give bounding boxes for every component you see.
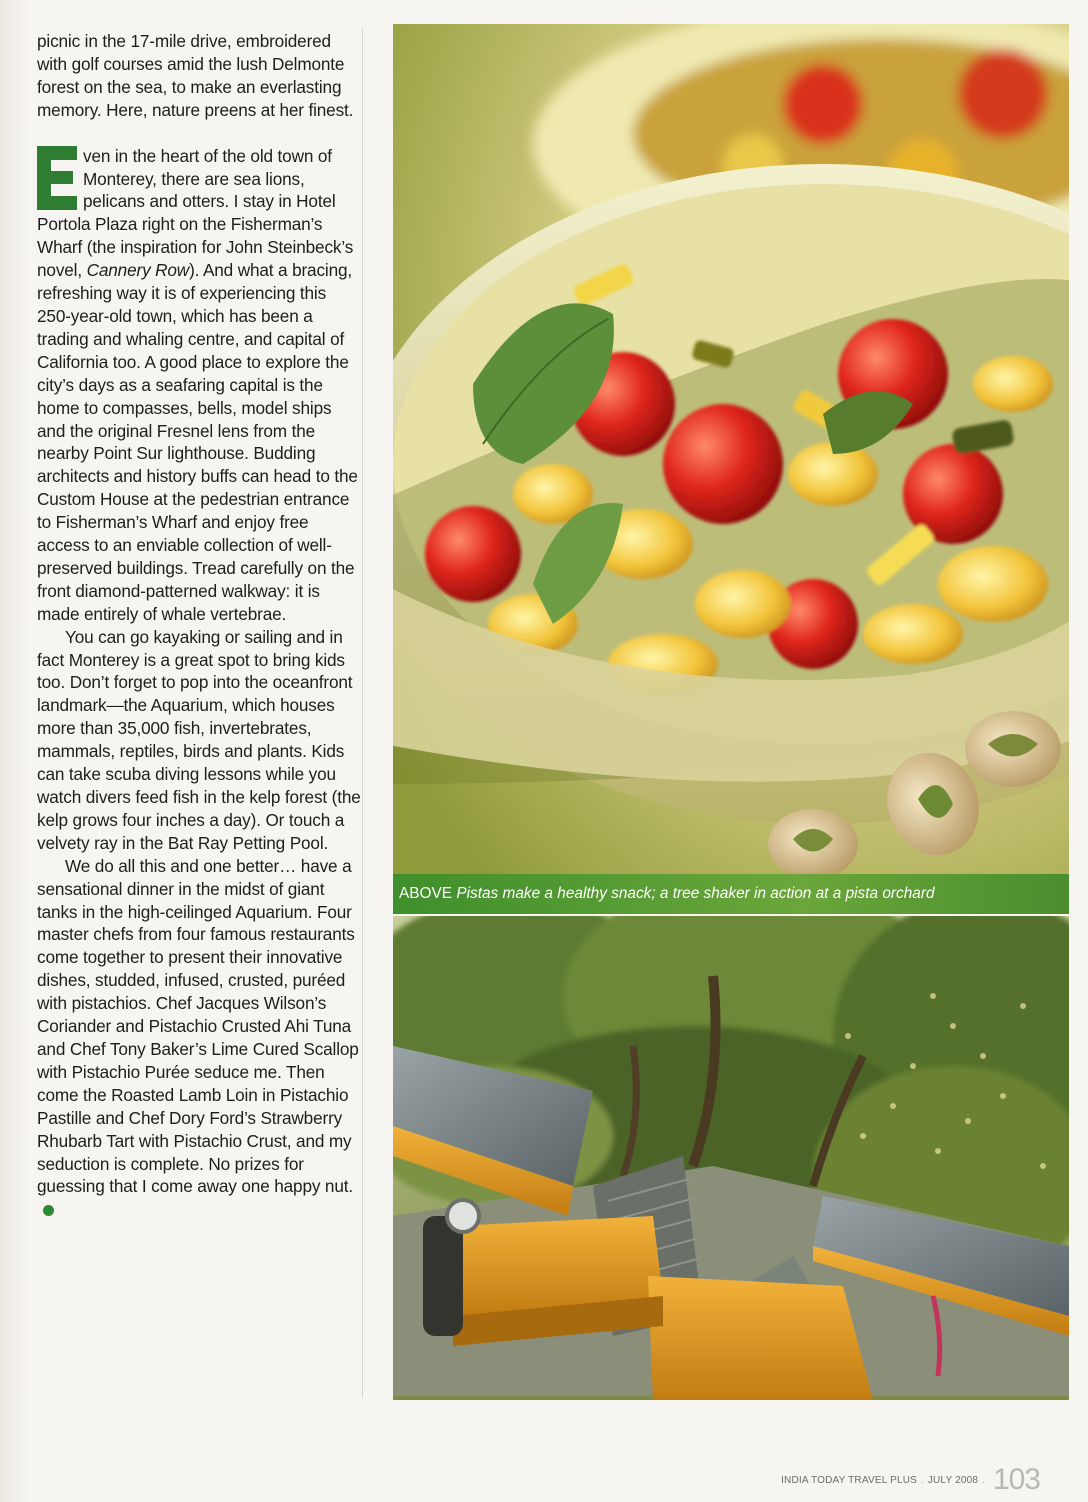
footer-separator: . (921, 1474, 924, 1486)
book-title: Cannery Row (86, 260, 190, 281)
page-number: 103 (992, 1463, 1040, 1496)
photo-caption (393, 874, 1069, 914)
article-text-column (37, 30, 363, 1221)
column-divider (362, 28, 363, 1398)
footer-issue: JULY 2008 (927, 1474, 979, 1486)
footer-publication: INDIA TODAY TRAVEL PLUS (781, 1474, 918, 1486)
photo-pistachio-pasta-salad (393, 24, 1069, 874)
paragraph-monterey-text-b: ). And what a bracing, refreshing way it is of experiencing this 250-year-old town, which has been a trading and whaling centre, and capital of California too. A good place to explore the city’s days as a seafaring capital is the home to compasses, bells, model ships and the original Fresnel lens from the nearby Point Sur lighthouse. Budding architects and history buffs can head to the Custom House at the pedestrian entrance to Fisherman’s Wharf and enjoy free access to an enviable collection of well-preserved buildings. Tread carefully on the front diamond-patterned walkway: it is made entirely of whale vertebrae. (37, 260, 358, 624)
caption-text: Pistas make a healthy snack; a tree shaker in action at a pista orchard (456, 885, 935, 902)
caption-lead: ABOVE (399, 885, 453, 902)
page-footer (781, 1460, 1040, 1500)
paragraph-dinner-text: We do all this and one better… have a sensational dinner in the midst of giant tanks in the high-ceilinged Aquarium. Four master chefs from four famous restaurants come together to present their innovative dishes, studded, infused, crusted, puréed with pistachios. Chef Jacques Wilson’s Coriander and Pistachio Crusted Ahi Tuna and Chef Tony Baker’s Lime Cured Scallop with Pistachio Purée seduce me. Then come the Roasted Lamb Loin in Pistachio Pastille and Chef Dory Ford’s Strawberry Rhubarb Tart with Pistachio Crust, and my seduction is complete. No prizes for guessing that I come away one happy nut. (37, 855, 359, 1197)
paragraph-kayaking: You can go kayaking or sailing and in fact Monterey is a great spot to bring kids too. Don’t forget to pop into the oceanfront landmark—the Aquarium, which houses more than 35,000 fish, invertebrates, mammals, reptiles, birds and plants. Kids can take scuba diving lessons while you watch divers feed fish in the kelp forest (the kelp grows four inches a day). Or touch a velvety ray in the Bat Ray Petting Pool. (37, 626, 361, 853)
photo-tree-shaker-orchard (393, 916, 1069, 1400)
paragraph-monterey-text-a: ven in the heart of the old town of Monterey, there are sea lions, pelicans and otters. I stay in Hotel Portola Plaza right on the Fisherman’s Wharf (the inspiration for John Steinbeck’s novel, (37, 145, 354, 281)
paragraph-dinner (37, 855, 363, 1222)
drop-cap-e (37, 146, 77, 210)
paragraph-monterey (37, 145, 363, 626)
paragraph-opening: picnic in the 17-mile drive, embroidered with golf courses amid the lush Delmonte forest on the sea, to make an everlasting memory. Here, nature preens at her finest. (37, 31, 354, 120)
end-mark-icon (43, 1205, 54, 1216)
footer-separator-2: . (982, 1474, 985, 1486)
